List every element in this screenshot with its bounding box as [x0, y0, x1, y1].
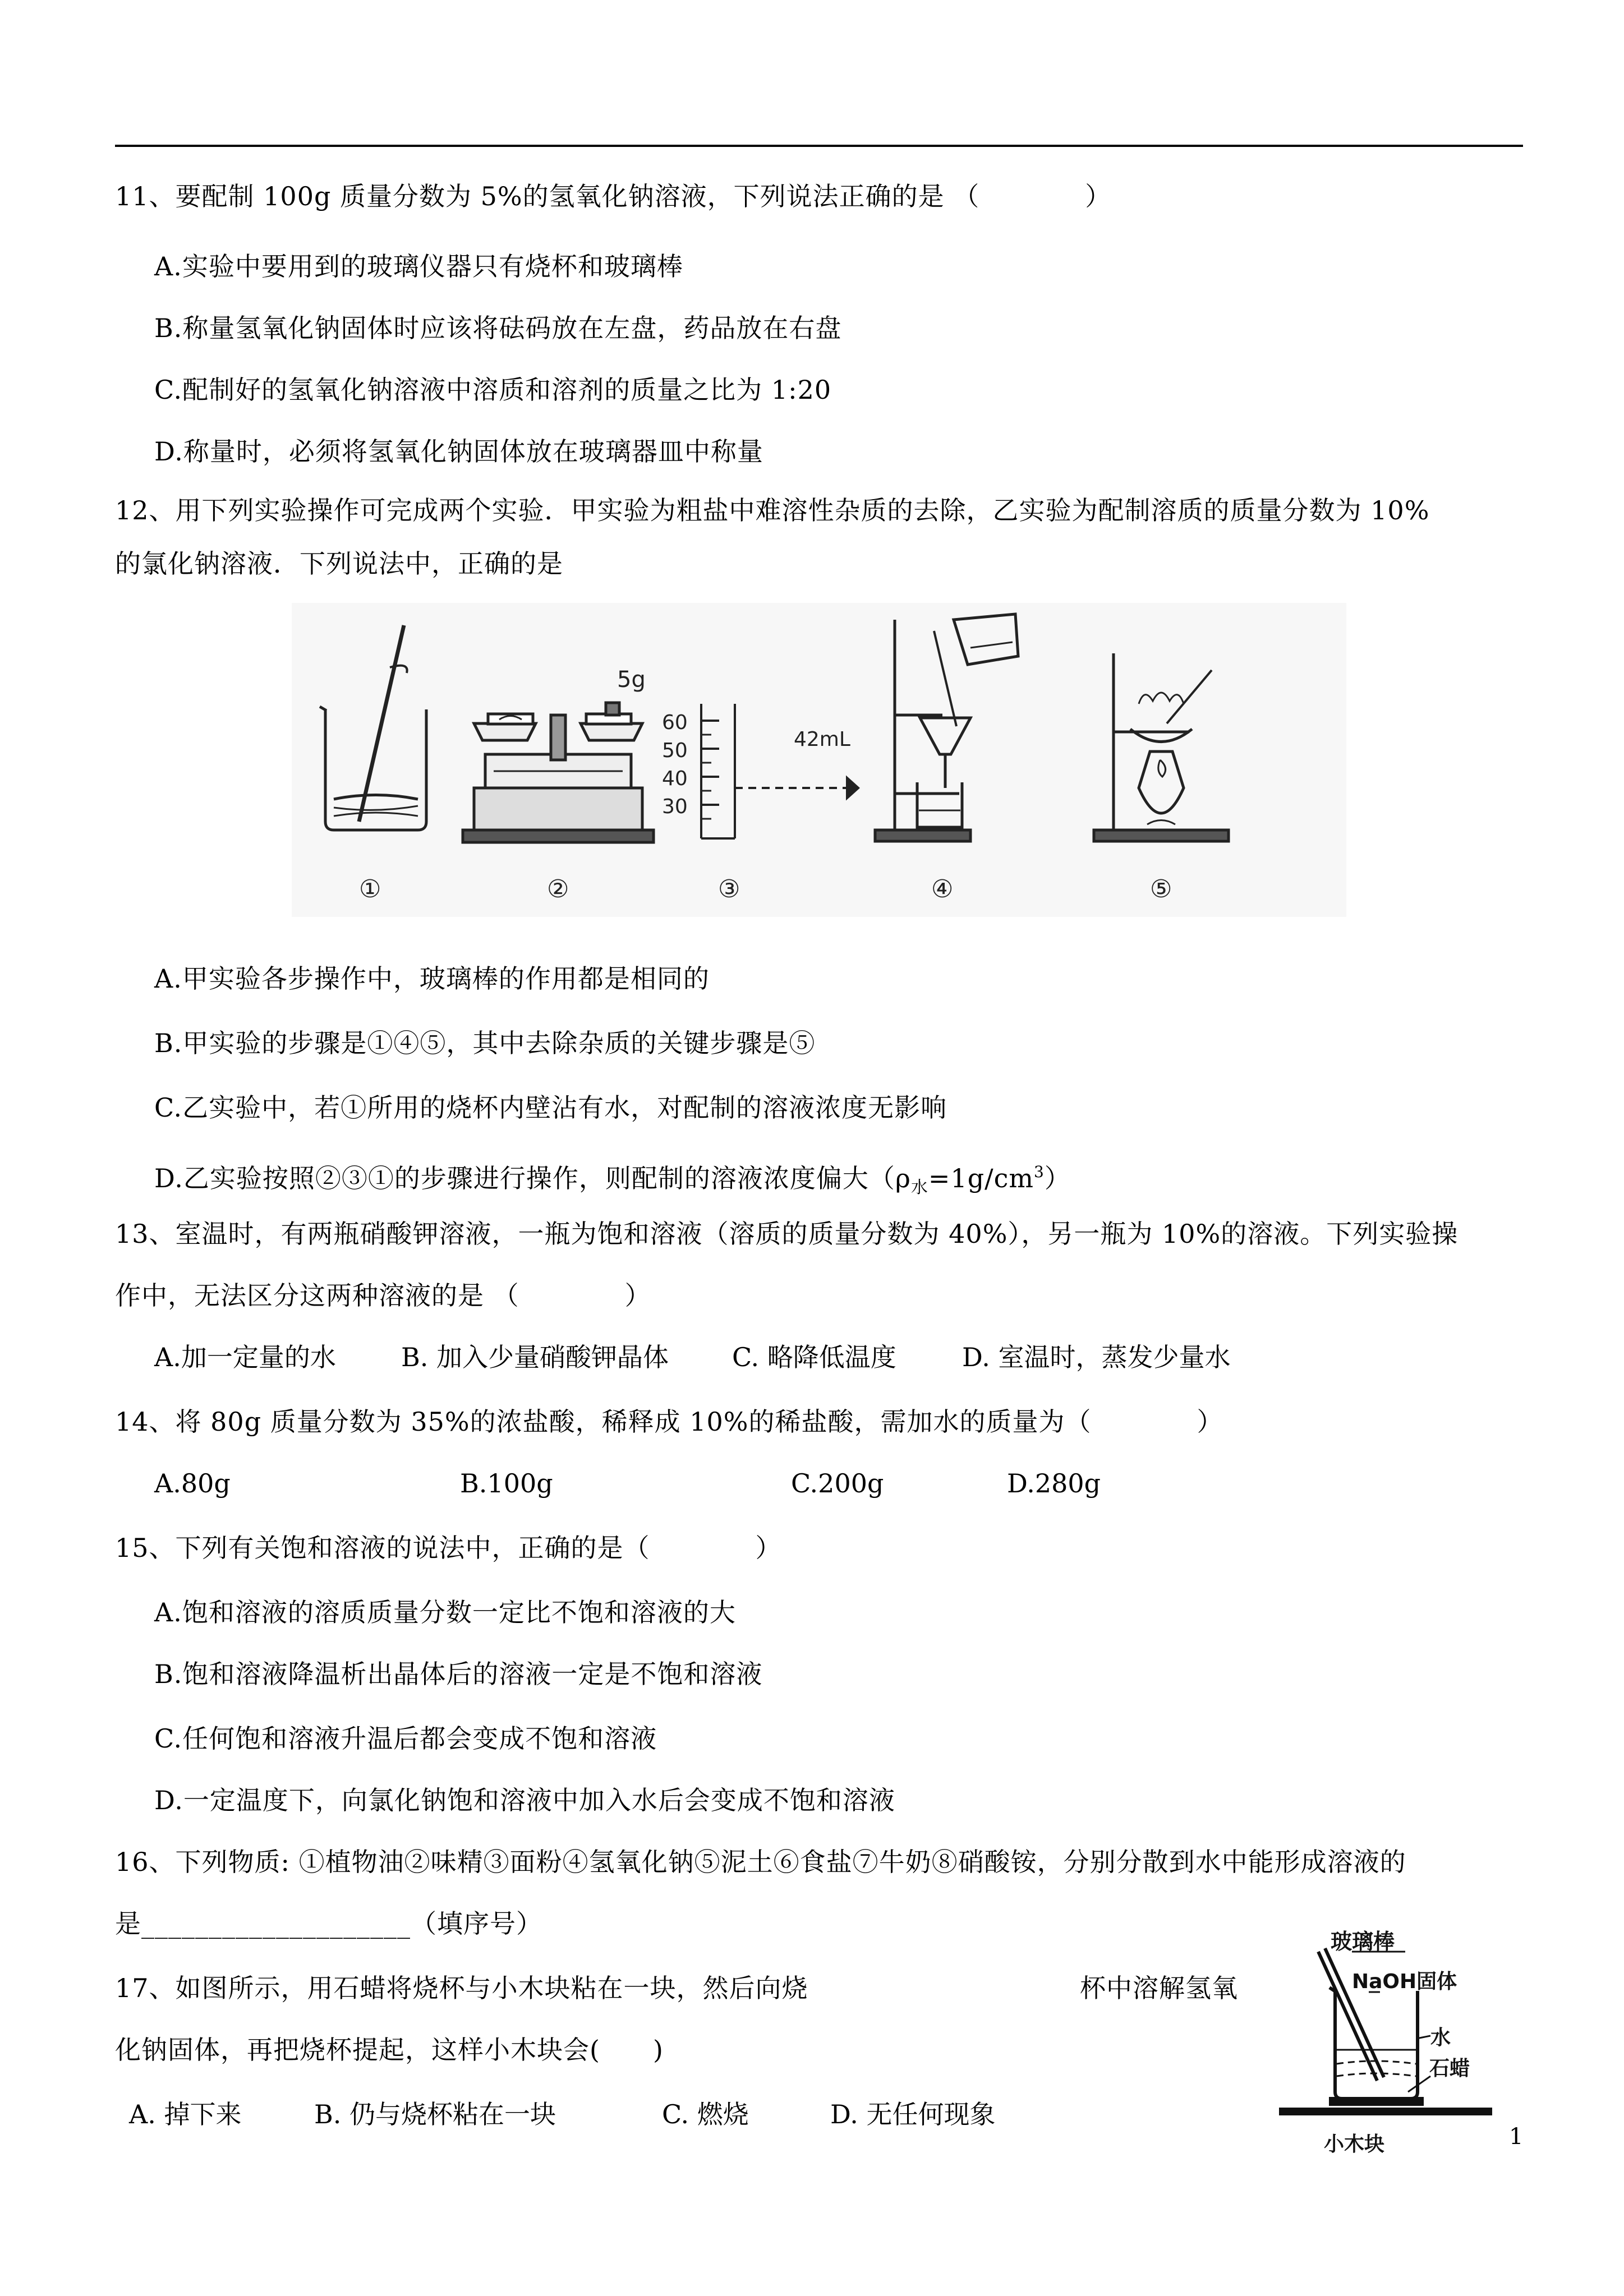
- q17-option-b: B. 仍与烧杯粘在一块: [314, 2099, 556, 2129]
- q17-option-c: C. 燃烧: [662, 2099, 749, 2129]
- q12-option-d-subscript: 水: [910, 1178, 928, 1197]
- q17-option-d: D. 无任何现象: [830, 2099, 996, 2129]
- q17-beaker-figure: [1273, 1929, 1498, 2165]
- cylinder-tick-50: 50: [662, 739, 688, 762]
- q11-option-d: D.称量时，必须将氢氧化钠固体放在玻璃器皿中称量: [154, 436, 763, 467]
- q12-option-d: [154, 1155, 1071, 1205]
- cylinder-tick-40: 40: [662, 767, 688, 790]
- q12-option-c: C.乙实验中，若①所用的烧杯内壁沾有水，对配制的溶液浓度无影响: [154, 1092, 947, 1123]
- q11-option-a: A.实验中要用到的玻璃仪器只有烧杯和玻璃棒: [154, 251, 683, 282]
- q17-stem-line1a: 17、如图所示，用石蜡将烧杯与小木块粘在一块，然后向烧: [115, 1973, 808, 2003]
- q12-option-d-main: D.乙实验按照②③①的步骤进行操作，则配制的溶液浓度偏大（ρ: [154, 1163, 911, 1193]
- q13-stem-line1: 13、室温时，有两瓶硝酸钾溶液，一瓶为饱和溶液（溶质的质量分数为 40%），另一瓶为 10%的溶液。下列实验操: [115, 1219, 1459, 1249]
- q11-stem: 11、要配制 100g 质量分数为 5%的氢氧化钠溶液，下列说法正确的是 （ ）: [115, 181, 1112, 211]
- q17-stem-line1b: 杯中溶解氢氧: [1080, 1973, 1238, 2003]
- q14-option-d: D.280g: [1007, 1468, 1101, 1499]
- volume-label: 42mL: [794, 728, 850, 751]
- q12-option-a: A.甲实验各步操作中，玻璃棒的作用都是相同的: [154, 963, 710, 994]
- page-number: 1: [1509, 2124, 1524, 2150]
- q12-option-b: B.甲实验的步骤是①④⑤，其中去除杂质的关键步骤是⑤: [154, 1028, 816, 1058]
- q15-option-c: C.任何饱和溶液升温后都会变成不饱和溶液: [154, 1723, 657, 1754]
- balance-figure: [463, 703, 654, 842]
- q11-option-b: B.称量氢氧化钠固体时应该将砝码放在左盘，药品放在右盘: [154, 313, 842, 343]
- q15-stem: 15、下列有关饱和溶液的说法中，正确的是（ ）: [115, 1533, 782, 1563]
- q13-option-d: D. 室温时，蒸发少量水: [962, 1342, 1231, 1372]
- q15-option-b: B.饱和溶液降温析出晶体后的溶液一定是不饱和溶液: [154, 1659, 763, 1689]
- q13-option-b: B. 加入少量硝酸钾晶体: [401, 1342, 669, 1372]
- q13-option-c: C. 略降低温度: [732, 1342, 896, 1372]
- q12-stem-line1: 12、用下列实验操作可完成两个实验．甲实验为粗盐中难溶性杂质的去除，乙实验为配制溶质的质量分数为 10%: [115, 495, 1430, 525]
- q14-stem: 14、将 80g 质量分数为 35%的浓盐酸，稀释成 10%的稀盐酸，需加水的质量为（ ）: [115, 1407, 1223, 1437]
- q16-stem-line1: 16、下列物质: ①植物油②味精③面粉④氢氧化钠⑤泥土⑥食盐⑦牛奶⑧硝酸铵，分别分散到水中能形成溶液的: [115, 1847, 1406, 1877]
- cylinder-tick-30: 30: [662, 795, 688, 818]
- q14-option-b: B.100g: [460, 1468, 553, 1499]
- fig-label-wood-block: 小木块: [1324, 2133, 1385, 2156]
- q11-option-c: C.配制好的氢氧化钠溶液中溶质和溶剂的质量之比为 1:20: [154, 375, 832, 405]
- figure-caption-1: ①: [359, 875, 381, 903]
- figure-caption-5: ⑤: [1150, 875, 1172, 903]
- q12-apparatus-figure: [292, 603, 1346, 917]
- fig-label-glass-rod: 玻璃棒: [1331, 1929, 1395, 1954]
- fig-label-water: 水: [1430, 2026, 1451, 2049]
- q12-option-d-end: ）: [1044, 1163, 1071, 1193]
- q15-option-a: A.饱和溶液的溶质质量分数一定比不饱和溶液的大: [154, 1597, 736, 1628]
- fig-label-wax: 石蜡: [1429, 2057, 1470, 2080]
- q17-stem-line2: 化钠固体，再把烧杯提起，这样小木块会( ): [115, 2035, 664, 2065]
- q13-stem-line2: 作中，无法区分这两种溶液的是 （ ）: [115, 1280, 651, 1311]
- fig-label-naoh-solid: NaOH固体: [1352, 1970, 1457, 1993]
- q14-option-a: A.80g: [154, 1468, 231, 1499]
- q14-option-c: C.200g: [791, 1468, 884, 1499]
- figure-caption-4: ④: [931, 875, 954, 903]
- q15-option-d: D.一定温度下，向氯化钠饱和溶液中加入水后会变成不饱和溶液: [154, 1785, 895, 1815]
- q13-option-a: A.加一定量的水: [154, 1342, 336, 1372]
- q12-option-d-rest: =1g/cm: [928, 1163, 1034, 1193]
- header-rule: [115, 145, 1523, 147]
- figure-caption-2: ②: [547, 875, 569, 903]
- q16-stem-line2: 是____________________（填序号）: [115, 1908, 542, 1939]
- weight-label: 5g: [617, 667, 646, 693]
- q12-option-d-superscript: 3: [1034, 1163, 1045, 1181]
- figure-caption-3: ③: [718, 875, 740, 903]
- cylinder-tick-60: 60: [662, 711, 688, 734]
- q17-option-a: A. 掉下来: [129, 2099, 242, 2129]
- q12-stem-line2: 的氯化钠溶液．下列说法中，正确的是: [115, 548, 563, 579]
